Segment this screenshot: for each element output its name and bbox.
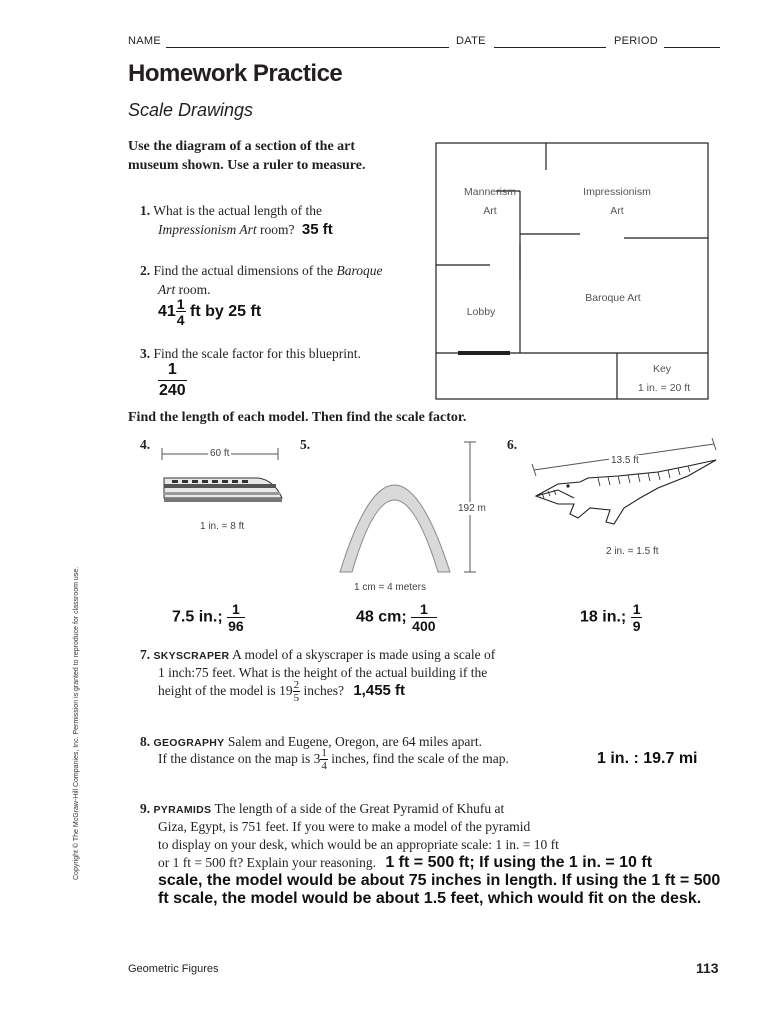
key-value: 1 in. = 20 ft	[637, 382, 691, 394]
question-9-line-2: Giza, Egypt, is 751 feet. If you were to make a model of the pyramid	[158, 819, 531, 834]
answer-9-line-3: ft scale, the model would be about 1.5 feet, which would fit on the desk.	[158, 890, 702, 907]
question-1-italic: Impressionism Art	[158, 221, 257, 237]
question-3	[140, 345, 440, 364]
answer-2	[158, 297, 261, 327]
answer-3	[158, 362, 187, 399]
lobby-label: Lobby	[466, 306, 496, 318]
question-2-text-b: room.	[178, 281, 211, 297]
date-line[interactable]	[494, 47, 606, 48]
model-4-scale: 1 in. = 8 ft	[200, 521, 245, 532]
answer-5-den: 400	[412, 618, 436, 634]
key-title: Key	[652, 363, 672, 375]
answer-6-num: 1	[632, 601, 641, 617]
answer-4-prefix: 7.5 in.;	[172, 608, 223, 626]
answer-5-prefix: 48 cm;	[356, 608, 407, 626]
answer-5-num: 1	[419, 601, 428, 617]
answer-3-den: 240	[159, 382, 186, 399]
question-8-line-2-a: If the distance on the map is 3	[158, 751, 321, 767]
period-label: PERIOD	[614, 35, 658, 47]
question-7-line-3-a: height of the model is 19	[158, 683, 293, 699]
model-6-scale: 2 in. = 1.5 ft	[606, 546, 659, 557]
question-2	[140, 262, 440, 299]
mannerism-label-2: Art	[483, 205, 497, 217]
question-8-line-2	[158, 748, 509, 772]
model-4-number: 4.	[140, 437, 151, 452]
model-5-length: 192 m	[458, 503, 486, 514]
question-2-text-a: Find the actual dimensions of the	[153, 263, 334, 278]
question-8-number: 8.	[140, 734, 151, 749]
question-9-line-4-text: or 1 ft = 500 ft? Explain your reasoning.	[158, 855, 376, 870]
question-8-frac-den: 4	[321, 760, 327, 772]
period-line[interactable]	[664, 47, 720, 48]
answer-8: 1 in. : 19.7 mi	[597, 750, 698, 767]
page-title: Homework Practice	[128, 60, 343, 87]
answer-7: 1,455 ft	[353, 682, 406, 700]
models-heading: Find the length of each model. Then find the scale factor.	[128, 410, 467, 425]
question-7-line-1: A model of a skyscraper is made using a scale of	[232, 647, 496, 662]
question-8-line-2-b: inches, find the scale of the map.	[331, 751, 509, 767]
model-6-length: 13.5 ft	[611, 455, 639, 466]
answer-6-prefix: 18 in.;	[580, 608, 627, 626]
mannerism-label-1: Mannerism	[464, 186, 516, 198]
lobby-door	[458, 351, 510, 355]
question-9-number: 9.	[140, 801, 151, 816]
impressionism-label-2: Art	[610, 205, 624, 217]
question-7-line-3	[158, 680, 405, 704]
side-copyright: Copyright © The McGraw-Hill Companies, Inc. Permission is granted to reproduce for classroom use.	[73, 566, 80, 880]
question-7	[140, 646, 700, 666]
answer-2-whole: 41	[158, 303, 176, 321]
answer-2-den: 4	[176, 312, 185, 328]
question-1-number: 1.	[140, 203, 151, 218]
intro-text: Use the diagram of a section of the art museum shown. Use a ruler to measure.	[128, 139, 366, 173]
answer-4	[172, 602, 245, 633]
question-7-number: 7.	[140, 647, 151, 662]
question-3-text: Find the scale factor for this blueprint.	[153, 346, 361, 361]
answer-2-rest: ft by 25 ft	[190, 303, 262, 321]
question-7-line-2: 1 inch:75 feet. What is the height of the actual building if the	[158, 665, 488, 680]
answer-1: 35 ft	[301, 220, 333, 238]
answer-9-line-2: scale, the model would be about 75 inches in length. If using the 1 ft = 500	[158, 872, 721, 889]
question-8-tag: GEOGRAPHY	[153, 737, 225, 749]
plan-outline	[436, 143, 708, 399]
question-7-line-3-b: inches?	[303, 683, 344, 699]
page-number: 113	[696, 960, 719, 976]
question-1-text-b: room?	[260, 221, 295, 237]
question-2-number: 2.	[140, 263, 151, 278]
answer-3-num: 1	[167, 361, 177, 378]
question-9	[140, 800, 710, 820]
question-2-italic-b: Art	[158, 281, 176, 297]
answer-6-den: 9	[632, 618, 641, 634]
question-7-frac-den: 5	[293, 692, 300, 704]
question-9-line-4	[158, 854, 652, 873]
question-7-tag: SKYSCRAPER	[153, 650, 230, 662]
question-8-frac-num: 1	[321, 747, 327, 759]
question-9-line-3: to display on your desk, which would be an appropriate scale: 1 in. = 10 ft	[158, 837, 559, 852]
question-9-tag: PYRAMIDS	[153, 804, 212, 816]
question-9-line-1: The length of a side of the Great Pyramid of Khufu at	[214, 801, 505, 816]
model-5-scale: 1 cm = 4 meters	[354, 582, 426, 593]
impressionism-label-1: Impressionism	[583, 186, 651, 198]
name-line[interactable]	[166, 47, 449, 48]
question-8-line-1: Salem and Eugene, Oregon, are 64 miles apart.	[227, 734, 483, 749]
answer-2-num: 1	[176, 296, 185, 312]
question-2-italic-a: Baroque	[336, 263, 383, 278]
answer-6	[580, 602, 642, 633]
name-label: NAME	[128, 35, 161, 47]
baroque-label: Baroque Art	[585, 292, 641, 304]
question-1-text-a: What is the actual length of the	[153, 203, 322, 218]
answer-4-num: 1	[232, 601, 240, 617]
date-label: DATE	[456, 35, 486, 47]
model-6-number: 6.	[507, 437, 518, 452]
question-1	[140, 202, 440, 239]
answer-9-line-1: 1 ft = 500 ft; If using the 1 in. = 10 ft	[385, 854, 653, 871]
question-3-number: 3.	[140, 346, 151, 361]
question-7-frac-num: 2	[293, 679, 300, 691]
model-5-number: 5.	[300, 437, 311, 452]
answer-4-den: 96	[228, 618, 244, 634]
page-subtitle: Scale Drawings	[128, 100, 254, 120]
answer-5	[356, 602, 437, 633]
model-4-length: 60 ft	[210, 448, 230, 459]
footer-section: Geometric Figures	[128, 963, 219, 975]
